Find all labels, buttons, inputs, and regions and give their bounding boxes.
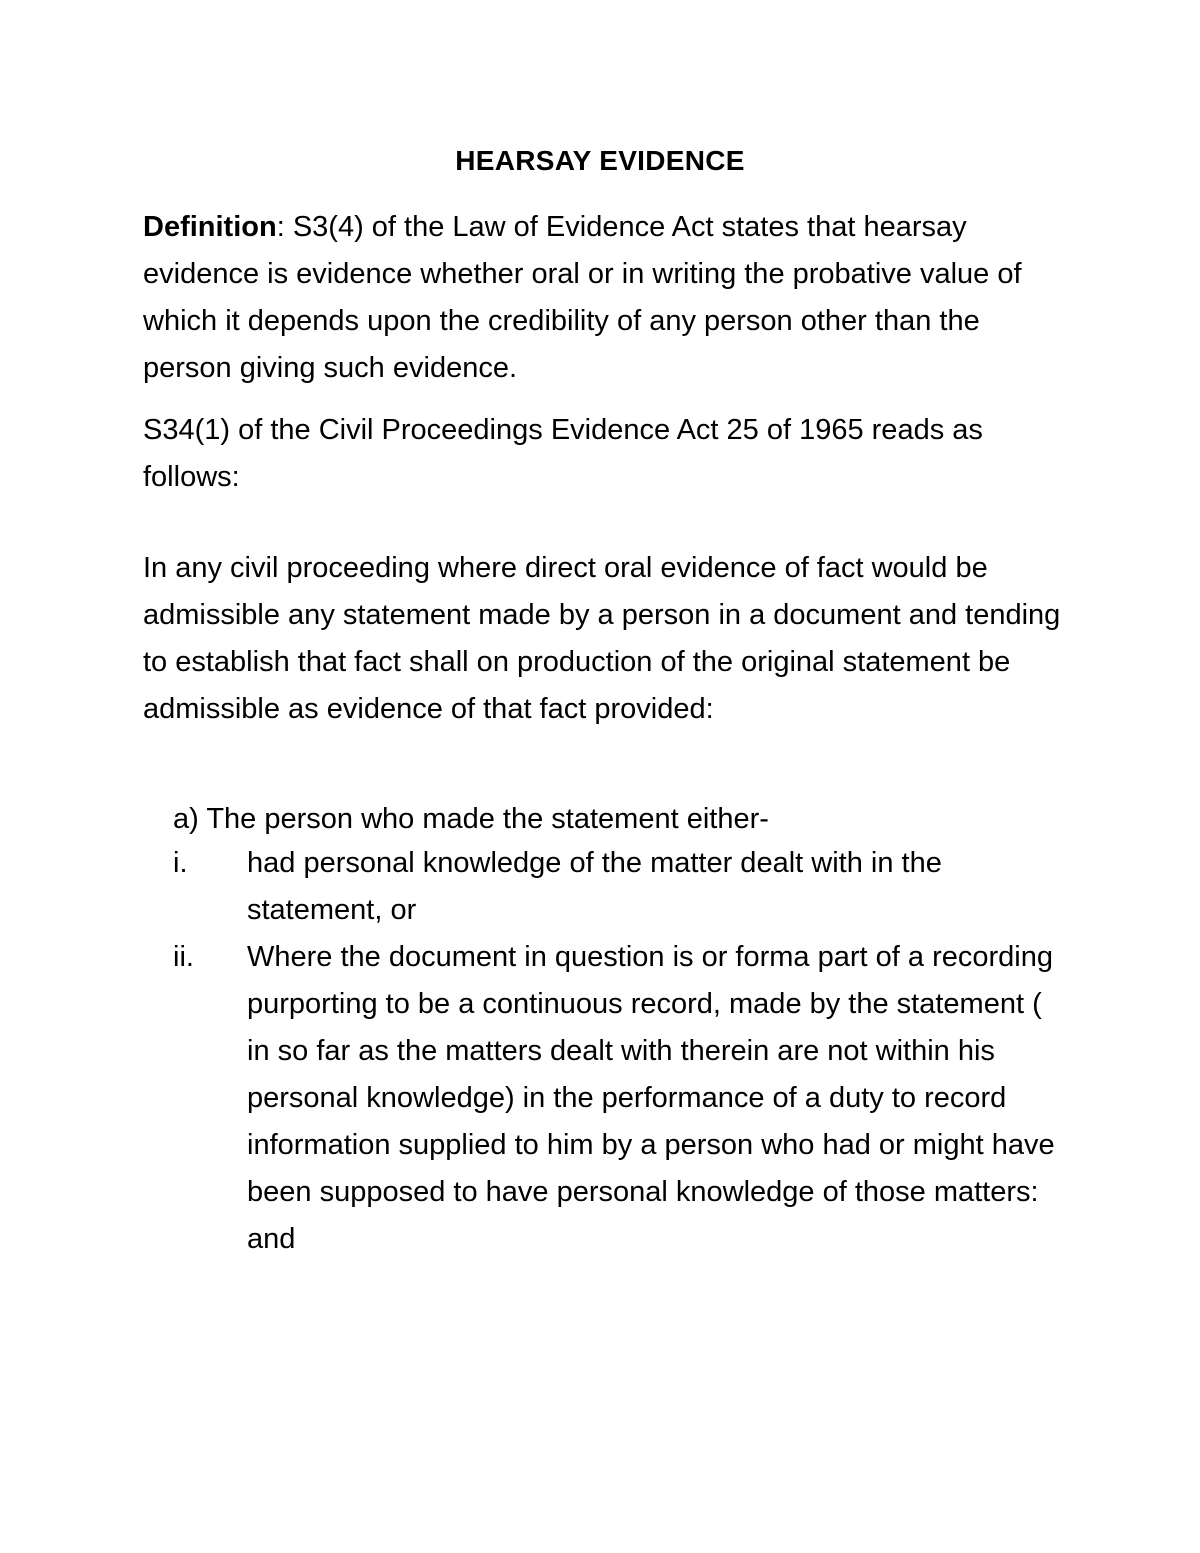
list-heading: a) The person who made the statement either- — [173, 803, 769, 835]
document-title: HEARSAY EVIDENCE — [455, 145, 745, 176]
definition-label: Definition — [143, 211, 277, 243]
definition-paragraph — [143, 204, 1073, 392]
list-item-marker: ii. — [173, 941, 194, 973]
list-item-marker: i. — [173, 847, 188, 879]
definition-text: : S3(4) of the Law of Evidence Act states that hearsay evidence is evidence whether oral or in writing the probative value of which it depends upon the credibility of any person other than the person giving such evidence. — [143, 211, 1022, 384]
list-item-text: Where the document in question is or forma part of a recording purporting to be a continuous record, made by the statement ( in so far as the matters dealt with therein are not within his personal knowledge) in the performance of a duty to record information supplied to him by a person who had or might have been supposed to have personal knowledge of those matters: and — [247, 941, 1055, 1255]
main-paragraph: In any civil proceeding where direct oral evidence of fact would be admissible any statement made by a person in a document and tending to establish that fact shall on production of the original statement be admissible as evidence of that fact provided: — [143, 552, 1061, 725]
list-item-text: had personal knowledge of the matter dealt with in the statement, or — [247, 847, 942, 926]
section-intro-paragraph: S34(1) of the Civil Proceedings Evidence Act 25 of 1965 reads as follows: — [143, 414, 983, 493]
